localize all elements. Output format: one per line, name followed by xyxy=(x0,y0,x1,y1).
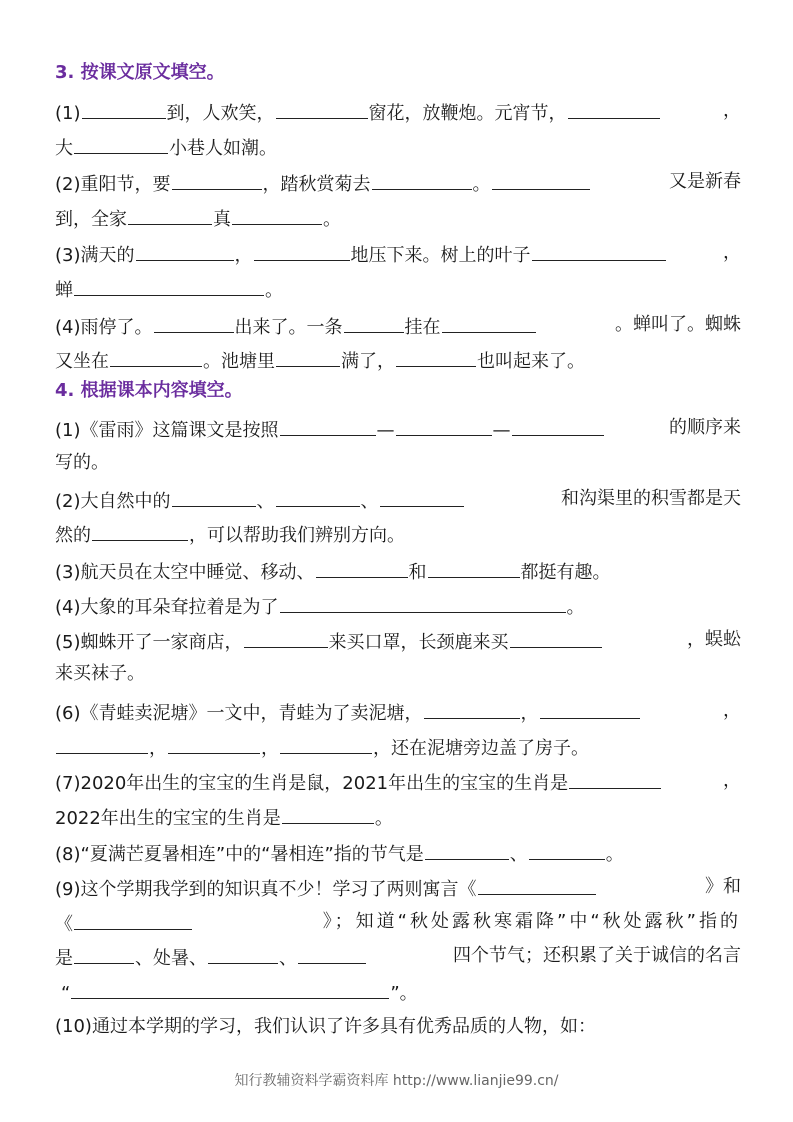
answer-blank[interactable] xyxy=(82,98,166,119)
s4-q2-line-2: 然的 ，可以帮助我们辨别方向。 xyxy=(55,520,741,549)
s4-q2-line-1: (2)大自然中的 、 、 和沟渠里的积雪都是天 xyxy=(55,488,741,512)
answer-blank[interactable] xyxy=(372,169,472,190)
answer-blank[interactable] xyxy=(512,415,604,436)
answer-blank[interactable] xyxy=(232,204,322,225)
s4-q5-line-2: 来买袜子。 xyxy=(55,663,145,684)
section-3-title: 3. 按课文原文填空。 xyxy=(55,62,225,83)
answer-blank[interactable] xyxy=(280,415,376,436)
answer-blank[interactable] xyxy=(244,627,328,648)
answer-blank[interactable] xyxy=(280,592,566,613)
answer-blank[interactable] xyxy=(168,733,260,754)
answer-blank[interactable] xyxy=(344,312,404,333)
section-4-title: 4. 根据课本内容填空。 xyxy=(55,380,243,401)
s3-line-7: (4)雨停了。 出来了。一条 挂在 。蝉叫了。蜘蛛 xyxy=(55,314,741,338)
answer-blank[interactable] xyxy=(540,698,640,719)
s4-q6-line-2: ， ， ，还在泥塘旁边盖了房子。 xyxy=(55,733,741,762)
answer-blank[interactable] xyxy=(74,275,264,296)
s3-line-5: (3)满天的 ， 地压下来。树上的叶子 ， xyxy=(55,242,741,266)
s3-line-8: 又坐在 。池塘里 满了， 也叫起来了。 xyxy=(55,346,741,375)
answer-blank[interactable] xyxy=(396,346,476,367)
s4-q3-line: (3)航天员在太空中睡觉、移动、 和 都挺有趣。 xyxy=(55,557,741,586)
answer-blank[interactable] xyxy=(128,204,212,225)
s4-q9-line-1: (9)这个学期我学到的知识真不少！学习了两则寓言《 》和 xyxy=(55,876,741,900)
answer-blank[interactable] xyxy=(208,943,278,964)
answer-blank[interactable] xyxy=(532,240,666,261)
s3-line-3: (2)重阳节，要 ，踏秋赏菊去 。 又是新春 xyxy=(55,171,741,195)
answer-blank[interactable] xyxy=(254,240,350,261)
s4-q9-line-3: 是 、处暑、 、 四个节气；还积累了关于诚信的名言 xyxy=(55,945,741,969)
answer-blank[interactable] xyxy=(478,874,596,895)
s4-q9-line-4: “ ”。 xyxy=(55,978,741,1007)
s4-q8-line: (8)“夏满芒夏暑相连”中的“暑相连”指的节气是 、 。 xyxy=(55,839,741,868)
answer-blank[interactable] xyxy=(74,133,168,154)
answer-blank[interactable] xyxy=(316,557,408,578)
s3-line-1: (1) 到，人欢笑， 窗花，放鞭炮。元宵节， ， xyxy=(55,100,741,124)
s4-q7-line-2: 2022年出生的宝宝的生肖是 。 xyxy=(55,803,741,832)
answer-blank[interactable] xyxy=(56,733,148,754)
answer-blank[interactable] xyxy=(136,240,234,261)
answer-blank[interactable] xyxy=(74,909,192,930)
answer-blank[interactable] xyxy=(529,839,605,860)
answer-blank[interactable] xyxy=(282,803,374,824)
answer-blank[interactable] xyxy=(74,943,134,964)
answer-blank[interactable] xyxy=(428,557,520,578)
answer-blank[interactable] xyxy=(280,733,372,754)
s3-line-6: 蝉 。 xyxy=(55,275,741,304)
answer-blank[interactable] xyxy=(92,520,188,541)
answer-blank[interactable] xyxy=(276,98,368,119)
s4-q6-line-1: (6)《青蛙卖泥塘》一文中，青蛙为了卖泥塘， ， ， xyxy=(55,700,741,724)
answer-blank[interactable] xyxy=(569,768,661,789)
answer-blank[interactable] xyxy=(298,943,366,964)
answer-blank[interactable] xyxy=(110,346,202,367)
answer-blank[interactable] xyxy=(172,486,256,507)
s4-q1-line-1: (1)《雷雨》这篇课文是按照 — — 的顺序来 xyxy=(55,417,741,441)
answer-blank[interactable] xyxy=(424,698,520,719)
answer-blank[interactable] xyxy=(396,415,492,436)
s3-line-4: 到，全家 真 。 xyxy=(55,204,741,233)
answer-blank[interactable] xyxy=(442,312,536,333)
s4-q9-line-2: 《 》；知道“秋处露秋寒霜降”中“秋处露秋”指的 xyxy=(55,911,741,935)
answer-blank[interactable] xyxy=(492,169,590,190)
answer-blank[interactable] xyxy=(380,486,464,507)
answer-blank[interactable] xyxy=(425,839,509,860)
answer-blank[interactable] xyxy=(154,312,234,333)
answer-blank[interactable] xyxy=(276,486,360,507)
answer-blank[interactable] xyxy=(568,98,660,119)
s4-q5-line-1: (5)蜘蛛开了一家商店， 来买口罩，长颈鹿来买 ，蜈蚣 xyxy=(55,629,741,653)
answer-blank[interactable] xyxy=(172,169,262,190)
s4-q1-line-2: 写的。 xyxy=(55,452,109,473)
s4-q4-line: (4)大象的耳朵耷拉着是为了 。 xyxy=(55,592,741,621)
answer-blank[interactable] xyxy=(510,627,602,648)
s4-q7-line-1: (7)2020年出生的宝宝的生肖是鼠，2021年出生的宝宝的生肖是 ， xyxy=(55,770,741,794)
s4-q10-line: (10)通过本学期的学习，我们认识了许多具有优秀品质的人物，如： xyxy=(55,1016,596,1037)
answer-blank[interactable] xyxy=(276,346,340,367)
answer-blank[interactable] xyxy=(71,978,389,999)
footer-watermark: 知行教辅资料学霸资料库 http://www.lianjie99.cn/ xyxy=(234,1073,559,1089)
s3-line-2: 大 小巷人如潮。 xyxy=(55,133,741,162)
